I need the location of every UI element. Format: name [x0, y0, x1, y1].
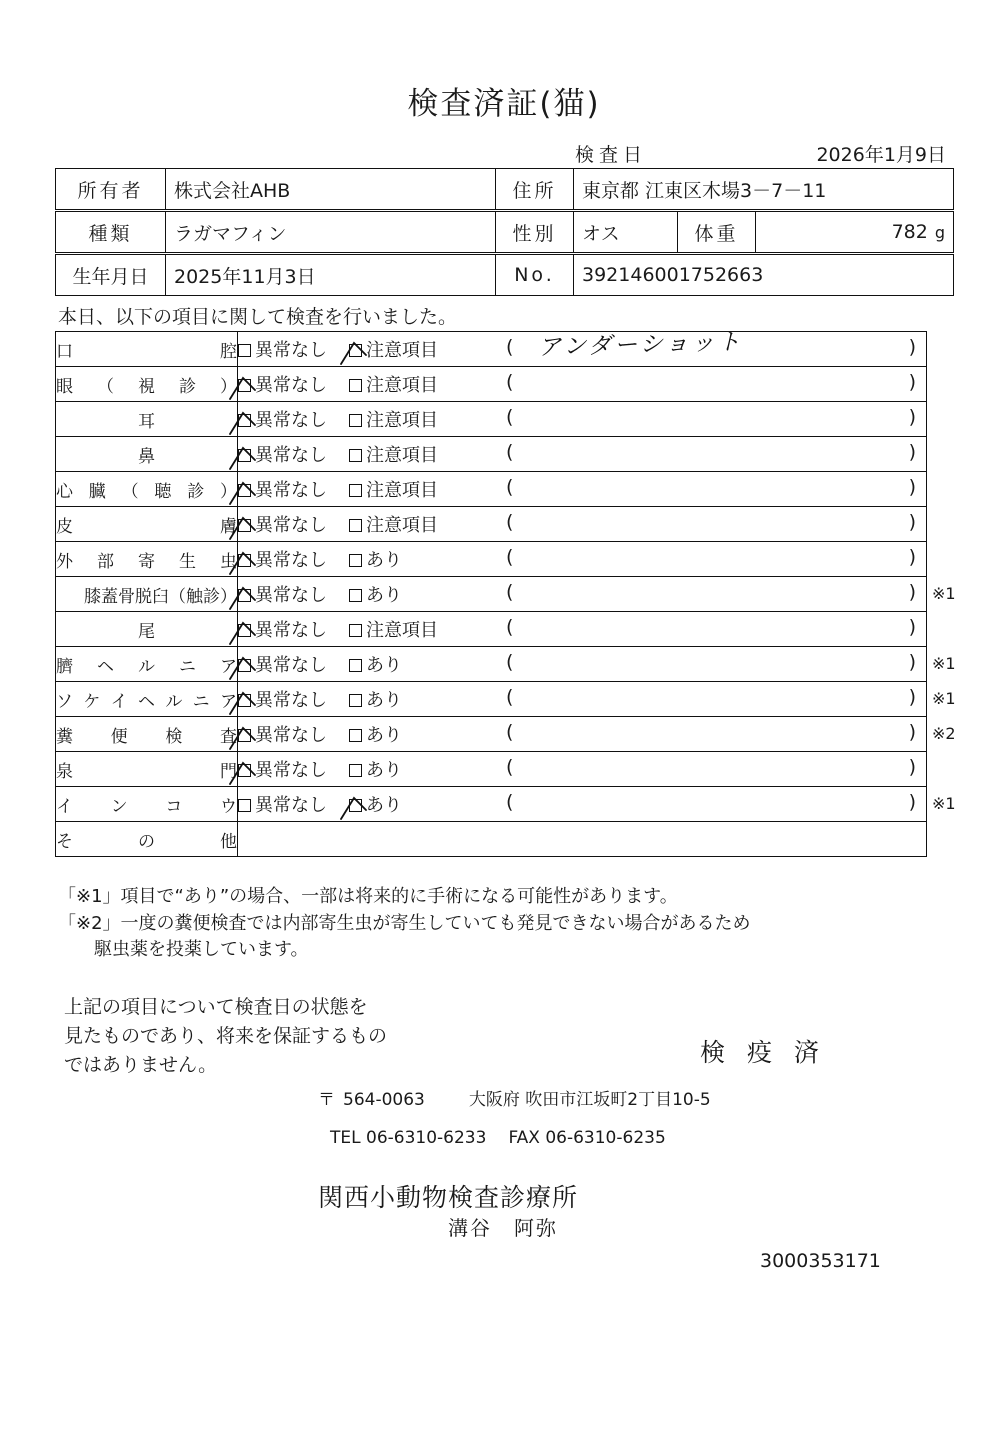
option-secondary[interactable] — [349, 406, 438, 432]
checklist-item-label: 臍 ヘ ル ニ ア — [56, 647, 238, 682]
note-paren-close: ) — [908, 371, 916, 393]
option-normal[interactable] — [238, 476, 327, 502]
breed-value: ラガマフィン — [166, 212, 496, 253]
table-row — [56, 577, 927, 612]
option-normal-label: 異常なし — [255, 760, 327, 781]
option-secondary[interactable] — [349, 581, 402, 607]
clinic-address: 大阪府 吹田市江坂町2丁目10-5 — [468, 1090, 711, 1110]
note-paren-close: ) — [908, 441, 916, 463]
footnotes-block — [58, 884, 751, 964]
note-paren-close: ) — [908, 721, 916, 743]
weight-value-cell — [756, 212, 954, 253]
sex-value: オス — [574, 212, 678, 253]
footnote-marker — [932, 611, 1002, 646]
option-normal[interactable] — [238, 511, 327, 537]
clinic-postal-line — [318, 1085, 711, 1110]
handwritten-note: アンダーショット — [537, 329, 744, 361]
address-label: 住所 — [496, 169, 574, 210]
option-normal[interactable] — [238, 616, 327, 642]
checklist-item-label: 鼻 — [56, 437, 238, 472]
checklist-item-options — [238, 329, 927, 367]
checklist-item-label: そ の 他 — [56, 822, 238, 857]
note-paren-close: ) — [908, 546, 916, 568]
checkbox-normal[interactable] — [238, 379, 251, 392]
option-secondary[interactable] — [349, 441, 438, 467]
checkbox-secondary[interactable] — [349, 764, 362, 777]
note-paren-close: ) — [908, 406, 916, 428]
option-normal-label: 異常なし — [255, 725, 327, 746]
option-secondary-label: 注意項目 — [366, 340, 438, 361]
note-paren-open: ( — [506, 371, 514, 393]
note-paren-close: ) — [908, 616, 916, 638]
footnote-2-cont: 駆虫薬を投薬しています。 — [94, 939, 309, 961]
option-normal[interactable] — [238, 371, 327, 397]
table-row — [56, 402, 927, 437]
option-normal-label: 異常なし — [255, 655, 327, 676]
birth-info-table — [55, 254, 954, 296]
checkbox-secondary[interactable] — [349, 519, 362, 532]
disclaimer-block — [64, 993, 387, 1080]
birth-value: 2025年11月3日 — [166, 255, 496, 296]
option-secondary[interactable] — [349, 756, 402, 782]
checkbox-normal[interactable] — [238, 484, 251, 497]
checklist-item-options — [238, 787, 927, 822]
checkbox-normal[interactable] — [238, 624, 251, 637]
note-paren-open: ( — [506, 511, 514, 533]
checkbox-secondary[interactable] — [349, 694, 362, 707]
checkbox-secondary[interactable] — [349, 589, 362, 602]
option-secondary-label: あり — [366, 550, 402, 571]
checkbox-secondary[interactable] — [349, 799, 362, 812]
postal-mark-icon: 〒 — [318, 1090, 335, 1110]
option-secondary[interactable] — [349, 511, 438, 537]
note-paren-open: ( — [506, 441, 514, 463]
table-row — [56, 612, 927, 647]
footnote-marker — [932, 436, 1002, 471]
breed-info-table — [55, 211, 954, 253]
checklist-item-label: 糞 便 検 査 — [56, 717, 238, 752]
weight-value: 782 — [891, 221, 928, 243]
disclaimer-line-2: 見たものであり、将来を保証するもの — [64, 1024, 388, 1047]
checklist-item-label: 口 腔 — [56, 332, 238, 367]
checkbox-normal[interactable] — [238, 659, 251, 672]
option-normal-label: 異常なし — [255, 480, 327, 501]
option-secondary-label: 注意項目 — [366, 410, 438, 431]
intro-text: 本日、以下の項目に関して検査を行いました。 — [58, 306, 458, 328]
address-value: 東京都 江東区木場3－7－11 — [574, 169, 954, 210]
note-paren-open: ( — [506, 406, 514, 428]
checklist-item-options — [238, 402, 927, 437]
checkbox-normal[interactable] — [238, 414, 251, 427]
option-normal[interactable] — [238, 756, 327, 782]
option-normal-label: 異常なし — [255, 515, 327, 536]
footnote-marker: ※2 — [932, 724, 956, 743]
table-row-breed — [56, 212, 954, 253]
clinic-zip: 564-0063 — [343, 1090, 425, 1110]
reference-number: 3000353171 — [760, 1250, 881, 1272]
inspection-date-row — [0, 140, 1008, 168]
footnote-marker — [932, 506, 1002, 541]
checkbox-normal[interactable] — [238, 799, 251, 812]
option-normal-label: 異常なし — [255, 795, 327, 816]
checklist-item-options — [238, 647, 927, 682]
option-normal-label: 異常なし — [255, 340, 327, 361]
option-secondary[interactable] — [349, 651, 402, 677]
table-row — [56, 507, 927, 542]
note-paren-close: ) — [908, 791, 916, 813]
option-secondary-label: あり — [366, 795, 402, 816]
checkbox-normal[interactable] — [238, 554, 251, 567]
checklist-item-options — [238, 472, 927, 507]
option-normal[interactable] — [238, 546, 327, 572]
checklist-item-label: 皮 膚 — [56, 507, 238, 542]
footnote-marker — [932, 471, 1002, 506]
option-secondary-label: 注意項目 — [366, 620, 438, 641]
footnote-marker — [932, 366, 1002, 401]
footnote-marker — [932, 401, 1002, 436]
note-paren-close: ) — [908, 336, 916, 358]
breed-label: 種類 — [56, 212, 166, 253]
option-secondary-label: あり — [366, 655, 402, 676]
table-row — [56, 367, 927, 402]
disclaimer-line-1: 上記の項目について検査日の状態を — [64, 996, 368, 1018]
footnote-marker — [932, 751, 1002, 786]
option-secondary-label: 注意項目 — [366, 445, 438, 466]
checklist-item-label: 尾 — [56, 612, 238, 647]
checklist-item-label: 眼 （ 視 診 ） — [56, 367, 238, 402]
note-paren-open: ( — [506, 476, 514, 498]
table-row-birth — [56, 255, 954, 296]
option-normal[interactable] — [238, 336, 327, 362]
quarantine-stamp: 検 疫 済 — [700, 1038, 826, 1067]
checkbox-secondary[interactable] — [349, 554, 362, 567]
note-paren-open: ( — [506, 336, 514, 358]
option-secondary[interactable] — [349, 686, 402, 712]
option-secondary[interactable] — [349, 476, 438, 502]
checklist-item-label: 膝蓋骨脱臼（触診） — [56, 577, 238, 612]
note-paren-close: ) — [908, 581, 916, 603]
checklist-item-label: イ ン コ ウ — [56, 787, 238, 822]
inspection-date-value: 2026年1月9日 — [816, 144, 946, 166]
option-secondary-label: 注意項目 — [366, 375, 438, 396]
checklist-item-options — [238, 367, 927, 402]
note-paren-open: ( — [506, 756, 514, 778]
footnote-marker — [932, 541, 1002, 576]
note-paren-open: ( — [506, 791, 514, 813]
disclaimer-line-3: ではありません。 — [64, 1053, 218, 1076]
page-title: 検査済証(猫) — [407, 86, 601, 122]
footnote-marker — [932, 821, 1002, 856]
option-normal[interactable] — [238, 406, 327, 432]
checkbox-secondary[interactable] — [349, 344, 362, 357]
option-normal-label: 異常なし — [255, 550, 327, 571]
table-row — [56, 787, 927, 822]
option-secondary[interactable] — [349, 791, 402, 817]
checkbox-secondary[interactable] — [349, 414, 362, 427]
checklist-item-options — [238, 752, 927, 787]
weight-label: 体重 — [678, 212, 756, 253]
note-paren-open: ( — [506, 721, 514, 743]
option-normal[interactable] — [238, 791, 327, 817]
note-paren-close: ) — [908, 651, 916, 673]
note-paren-close: ) — [908, 476, 916, 498]
option-secondary[interactable] — [349, 721, 402, 747]
checkbox-normal[interactable] — [238, 344, 251, 357]
option-secondary[interactable] — [349, 336, 438, 362]
checklist-item-options — [238, 822, 927, 857]
footnote-marker: ※1 — [932, 654, 956, 673]
option-normal[interactable] — [238, 721, 327, 747]
option-secondary[interactable] — [349, 546, 402, 572]
checkbox-secondary[interactable] — [349, 729, 362, 742]
option-normal-label: 異常なし — [255, 445, 327, 466]
footnote-1: 「※1」項目で“あり”の場合、一部は将来的に手術になる可能性があります。 — [58, 886, 678, 907]
option-normal-label: 異常なし — [255, 690, 327, 711]
checklist-item-options — [238, 437, 927, 472]
checkbox-normal[interactable] — [238, 729, 251, 742]
checklist-item-label: 泉 門 — [56, 752, 238, 787]
animal-info-table — [55, 168, 954, 210]
checkbox-normal[interactable] — [238, 519, 251, 532]
table-row — [56, 437, 927, 472]
footnote-2: 「※2」一度の糞便検査では内部寄生虫が寄生していても発見できない場合があるため — [58, 912, 751, 934]
option-normal-label: 異常なし — [255, 585, 327, 606]
note-paren-close: ) — [908, 756, 916, 778]
birth-label: 生年月日 — [56, 255, 166, 296]
checkbox-normal[interactable] — [238, 589, 251, 602]
weight-unit: g — [934, 223, 945, 242]
option-secondary[interactable] — [349, 371, 438, 397]
checklist-item-label: ソ ケ イ ヘ ル ニ ア — [56, 682, 238, 717]
note-paren-open: ( — [506, 686, 514, 708]
option-normal[interactable] — [238, 581, 327, 607]
note-paren-open: ( — [506, 651, 514, 673]
checklist-item-options — [238, 577, 927, 612]
table-row — [56, 647, 927, 682]
sex-label: 性別 — [496, 212, 574, 253]
clinic-contact-line — [330, 1128, 666, 1148]
note-paren-open: ( — [506, 546, 514, 568]
note-paren-close: ) — [908, 686, 916, 708]
option-normal[interactable] — [238, 686, 327, 712]
checkbox-normal[interactable] — [238, 449, 251, 462]
checklist-item-options — [238, 612, 927, 647]
checkbox-normal[interactable] — [238, 694, 251, 707]
table-row — [56, 717, 927, 752]
footnote-marker — [932, 331, 1002, 366]
table-row — [56, 752, 927, 787]
table-row — [56, 682, 927, 717]
registration-no-value: 392146001752663 — [574, 255, 954, 296]
table-row — [56, 472, 927, 507]
note-paren-open: ( — [506, 581, 514, 603]
clinic-name: 関西小動物検査診療所 — [318, 1183, 579, 1212]
footnote-marker: ※1 — [932, 794, 956, 813]
table-row — [56, 542, 927, 577]
option-normal-label: 異常なし — [255, 375, 327, 396]
registration-no-label: No. — [496, 255, 574, 296]
checkbox-normal[interactable] — [238, 764, 251, 777]
option-normal-label: 異常なし — [255, 620, 327, 641]
option-secondary-label: あり — [366, 760, 402, 781]
footnote-marker: ※1 — [932, 584, 956, 603]
checkbox-secondary[interactable] — [349, 484, 362, 497]
option-normal[interactable] — [238, 441, 327, 467]
inspection-checklist-table — [55, 331, 927, 857]
table-row — [56, 822, 927, 857]
clinic-fax: FAX 06-6310-6235 — [508, 1128, 666, 1148]
option-secondary-label: あり — [366, 690, 402, 711]
checklist-item-label: 心 臓 （ 聴 診 ） — [56, 472, 238, 507]
inspection-date-label: 検査日 — [575, 144, 648, 166]
option-normal[interactable] — [238, 651, 327, 677]
note-paren-close: ) — [908, 511, 916, 533]
checkbox-secondary[interactable] — [349, 379, 362, 392]
owner-value: 株式会社AHB — [166, 169, 496, 210]
option-secondary-label: あり — [366, 585, 402, 606]
option-secondary-label: 注意項目 — [366, 515, 438, 536]
checklist-item-options — [238, 717, 927, 752]
checkbox-secondary[interactable] — [349, 659, 362, 672]
option-secondary-label: あり — [366, 725, 402, 746]
option-secondary[interactable] — [349, 616, 438, 642]
owner-label: 所有者 — [56, 169, 166, 210]
checklist-item-options — [238, 542, 927, 577]
option-secondary-label: 注意項目 — [366, 480, 438, 501]
checklist-item-label: 外 部 寄 生 虫 — [56, 542, 238, 577]
footnote-marker: ※1 — [932, 689, 956, 708]
checklist-item-options — [238, 507, 927, 542]
checklist-item-options — [238, 682, 927, 717]
table-row — [56, 332, 927, 367]
table-row-owner — [56, 169, 954, 210]
checkbox-secondary[interactable] — [349, 624, 362, 637]
clinic-tel: TEL 06-6310-6233 — [330, 1128, 487, 1148]
footnote-marker-column — [932, 331, 1002, 856]
clinic-doctor-name: 溝谷 阿弥 — [448, 1216, 558, 1240]
checklist-item-label: 耳 — [56, 402, 238, 437]
note-paren-open: ( — [506, 616, 514, 638]
option-normal-label: 異常なし — [255, 410, 327, 431]
checkbox-secondary[interactable] — [349, 449, 362, 462]
